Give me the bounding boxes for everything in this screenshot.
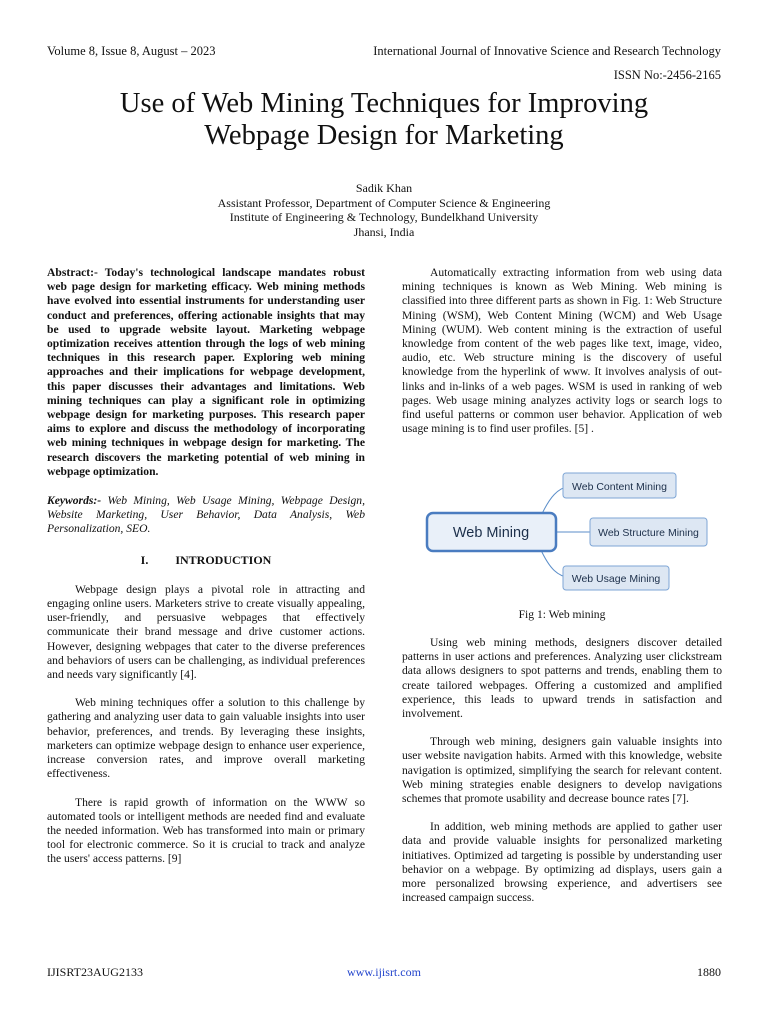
- title-line-2: Webpage Design for Marketing: [204, 120, 564, 151]
- figure-caption: Fig 1: Web mining: [518, 608, 606, 621]
- web-mining-diagram: [418, 466, 718, 594]
- node-usage-label: Web Usage Mining: [571, 573, 661, 585]
- author-institute: Institute of Engineering & Technology, Bundelkhand University: [229, 210, 539, 224]
- abstract: [47, 266, 365, 479]
- footer-website-link[interactable]: www.ijisrt.com: [347, 965, 421, 979]
- right-column-bottom: [402, 636, 722, 905]
- author-block: [40, 181, 728, 239]
- author-position: Assistant Professor, Department of Computer Science & Engineering: [217, 195, 551, 210]
- header-issn: ISSN No:-2456-2165: [613, 68, 721, 82]
- keywords-text: Web Mining, Web Usage Mining, Webpage Design, Website Marketing, User Behavior, Data Analysis, Web Personalization, SEO.: [47, 494, 365, 536]
- paragraph-marketing: In addition, web mining methods are applied to gather user data and provide valuable insights for personalized marketing initiatives. Optimized ad targeting is possible by understanding user behavior on a webpage. By optimizing ad displays, users gain a more personalized browsing experience, and advertisers see increased campaign success.: [402, 820, 722, 905]
- left-column: [47, 266, 365, 867]
- paragraph-patterns: Using web mining methods, designers discover detailed patterns in user actions and preferences. Analyzing user clickstream data allows designers to spot patterns and trends, enabling them to create tailored webpages. Offering a customized and amplified experience, this leads to upward trends in satisfaction and involvement.: [402, 636, 722, 721]
- title-line-1: Use of Web Mining Techniques for Improving: [119, 88, 649, 119]
- footer-page-number: 1880: [697, 965, 721, 979]
- author-name: Sadik Khan: [355, 181, 413, 195]
- intro-paragraph-2: Web mining techniques offer a solution to this challenge by gathering and analyzing user data to gain valuable insights into user behavior, preferences, and trends. By leveraging these insights, marketers can optimize webpage design to enhance user experience, increase conversion rates, and improve overall marketing effectiveness.: [47, 696, 365, 781]
- header-volume: Volume 8, Issue 8, August – 2023: [47, 44, 216, 58]
- abstract-text: Today's technological landscape mandates robust web page design for marketing efficacy. Web mining methods have evolved into essential instruments for understanding user conduct and preferences, offering actionable insights that may be used to upgrade website layout. Marketing webpage optimization receives attention through the logs of web mining techniques in this research paper. Exploring web mining approaches and their implications for webpage development, this paper discusses their advantages and limitations. Web mining techniques can play a significant role in optimizing webpage design for marketing purposes. This research paper aims to explore and discuss the methodology of incorporating web mining techniques in webpage design for marketing. The research discovers the marketing potential of web mining in webpage optimization.: [47, 266, 365, 478]
- node-structure-label: Web Structure Mining: [598, 527, 699, 539]
- intro-paragraph-1: Webpage design plays a pivotal role in attracting and engaging online users. Marketers strive to create visually appealing, user-friendly, and persuasive webpages that effectively communicate their brand message and drive customer actions. However, designing webpages that cater to the diverse preferences and behaviors of users can be challenging, as individual preferences and needs vary significantly [4].: [47, 582, 365, 682]
- paragraph-navigation: Through web mining, designers gain valuable insights into user website navigation habits. Armed with this knowledge, website navigation is optimized, simplifying the search for relevant content. Web mining strategies enable designers to develop navigations schemes that promote usability and decrease bounce rates [7].: [402, 735, 722, 806]
- author-location: Jhansi, India: [353, 224, 415, 239]
- keywords: [47, 494, 365, 537]
- web-mining-paragraph: Automatically extracting information from web using data mining techniques is known as Web Mining. Web mining is classified into three different parts as shown in Fig. 1: Web Structure Mining (WSM), Web Content Mining (WCM) and Web Usage Mining (WUM). Web content mining is the extraction of useful knowledge from content of the web pages like text, image, video, audio, etc. Web structure mining is the discovery of useful knowledge from the hyperlink of www. It involves analysis of out-links and in-links of a web pages. WSM is used in ranking of web pages. Web usage mining analyzes activity logs or search logs to find useful patterns or common user behavior. Application of web usage mining is to find user profiles. [5] .: [402, 266, 722, 436]
- section-number: I.: [140, 552, 149, 567]
- abstract-label: Abstract:-: [47, 266, 98, 279]
- section-title: INTRODUCTION: [175, 552, 272, 567]
- header-journal: International Journal of Innovative Science and Research Technology: [373, 44, 721, 58]
- footer-paper-id: IJISRT23AUG2133: [47, 965, 143, 979]
- intro-paragraph-3: There is rapid growth of information on the WWW so automated tools or intelligent methods are needed find and evaluate the needed information. Web has transformed into main or primary tool for electronic commerce. So it is crucial to track and analyze the users' access patterns. [9]: [47, 795, 365, 866]
- paper-title: [40, 88, 728, 152]
- keywords-label: Keywords:-: [47, 494, 102, 508]
- section-heading-introduction: [47, 553, 365, 567]
- right-column-top: [402, 266, 722, 436]
- node-content-label: Web Content Mining: [572, 481, 667, 493]
- root-label: Web Mining: [452, 525, 530, 541]
